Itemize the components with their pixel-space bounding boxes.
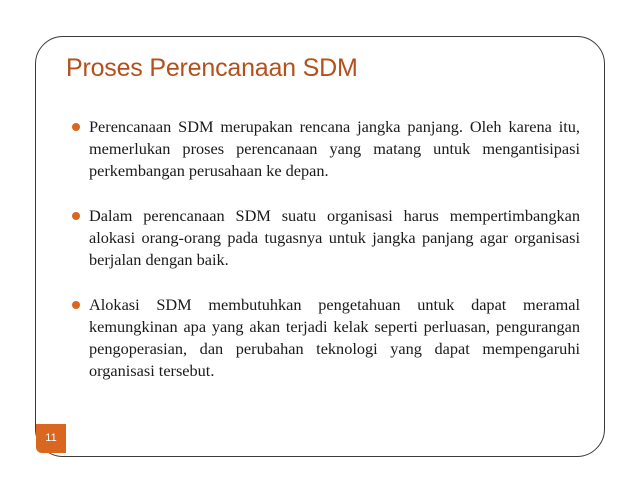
bullet-dot-icon [72, 123, 80, 131]
bullet-item-1 [72, 116, 580, 182]
slide-title: Proses Perencanaan SDM [66, 54, 358, 82]
bullet-text-3: Alokasi SDM membutuhkan pengetahuan untuk dapat meramal kemungkinan apa yang akan terjadi kelak seperti perluasan, pengurangan pengoperasian, dan perubahan teknologi yang dapat mempengaruhi organisasi tersebut. [89, 295, 580, 380]
bullet-dot-icon [72, 212, 80, 220]
bullet-text-2: Dalam perencanaan SDM suatu organisasi harus mempertimbangkan alokasi orang-orang pada tugasnya untuk jangka panjang agar organisasi berjalan dengan baik. [89, 206, 580, 269]
bullet-item-2 [72, 205, 580, 271]
bullet-item-3 [72, 294, 580, 382]
bullet-list [72, 116, 580, 405]
bullet-text-1: Perencanaan SDM merupakan rencana jangka panjang. Oleh karena itu, memerlukan proses perencanaan yang matang untuk mengantisipasi perkembangan perusahaan ke depan. [89, 117, 580, 180]
bullet-dot-icon [72, 301, 80, 309]
page-number-badge: 11 [36, 424, 66, 453]
